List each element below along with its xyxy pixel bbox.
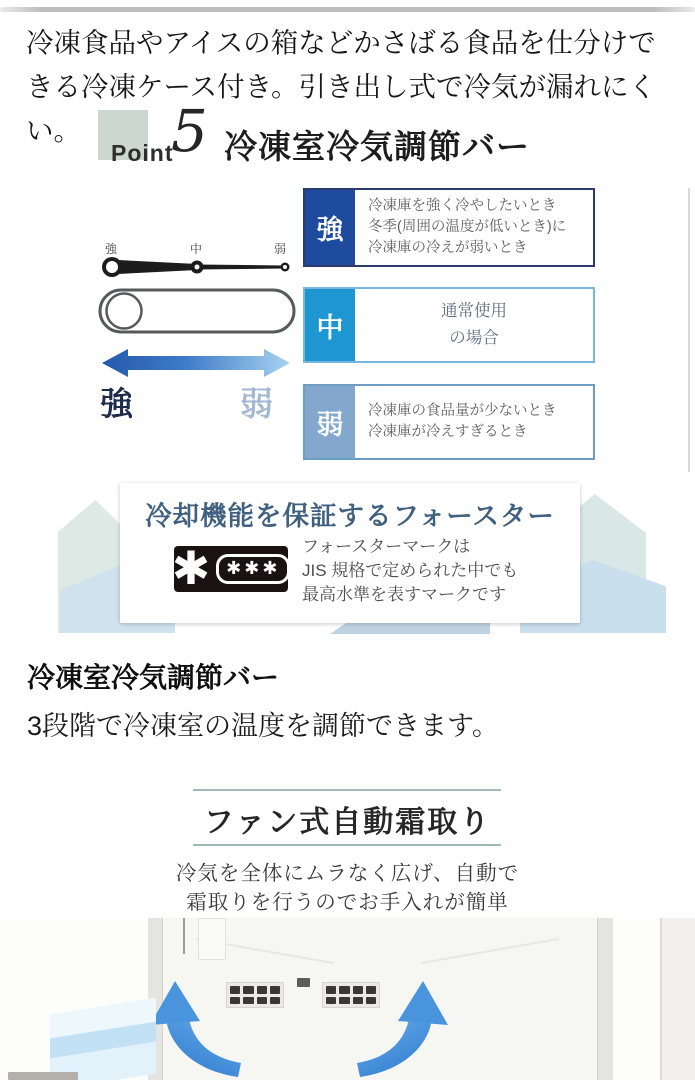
setting-badge-strong: 強	[305, 190, 355, 265]
desc-line: 最高水準を表すマークです	[302, 585, 506, 604]
point-title: 冷凍室冷気調節バー	[224, 128, 530, 165]
glass-shelf-reflection	[50, 984, 156, 1080]
rule-line	[193, 844, 501, 846]
point-number: 5	[171, 97, 208, 165]
setting-row-weak	[303, 384, 595, 460]
cold-air-slider-diagram	[98, 240, 298, 430]
scale-label-strong: 強	[105, 242, 118, 256]
four-star-mark-icon	[171, 540, 288, 595]
desc-line: 通常使用	[441, 302, 507, 320]
setting-desc-strong	[355, 190, 593, 265]
three-stars-icon: ✱✱✱	[216, 554, 290, 584]
four-star-title: 冷却機能を保証するフォースター	[145, 501, 555, 531]
rule-line	[193, 789, 501, 791]
desc-line: 冷凍庫の食品量が少ないとき	[368, 403, 557, 419]
weak-label: 弱	[240, 385, 273, 422]
sensor-panel	[198, 918, 226, 960]
sensor-wire	[183, 918, 185, 954]
desc-line: の場合	[449, 329, 499, 347]
setting-row-strong	[303, 188, 595, 267]
defrost-desc-line: 冷気を全体にムラなく広げ、自動で	[175, 862, 520, 885]
section-divider	[0, 7, 695, 12]
settings-table	[303, 188, 595, 461]
defrost-desc-line: 霜取りを行うのでお手入れが簡単	[186, 891, 509, 914]
star-icon: ✱	[171, 540, 211, 595]
desc-line: 冷凍庫が冷えすぎるとき	[368, 424, 528, 440]
intro-text: 冷凍食品やアイスの箱などかさばる食品を仕分けできる冷凍ケース付き。引き出し式で冷気が漏れにくい。	[26, 27, 657, 146]
strong-label: 強	[100, 385, 133, 422]
airflow-arrow-left	[138, 973, 258, 1080]
airflow-arrow-right	[340, 973, 460, 1080]
strength-gradient-arrow	[100, 346, 292, 380]
desc-line: 冷凍庫の冷えが弱いとき	[368, 240, 528, 256]
setting-badge-weak: 弱	[305, 386, 355, 458]
defrost-section	[0, 780, 695, 915]
setting-desc-medium	[355, 289, 593, 361]
desc-line: フォースターマークは	[302, 537, 471, 556]
vent-center-mark	[297, 978, 310, 987]
setting-row-medium	[303, 287, 595, 363]
door-edge-right	[660, 918, 695, 1080]
scale-label-medium: 中	[190, 242, 203, 256]
lever-indicator-graphic	[98, 253, 296, 281]
freezer-interior-photo	[0, 918, 695, 1080]
four-star-card	[120, 483, 580, 623]
four-star-description	[302, 535, 566, 607]
setting-badge-medium: 中	[305, 289, 355, 361]
freezer-frame-right	[597, 918, 613, 1080]
four-star-section	[0, 480, 695, 636]
floor-strip	[8, 1072, 78, 1080]
image-edge-line	[688, 188, 690, 472]
point-label: Point	[111, 140, 174, 166]
feature-text: 3段階で冷凍室の温度を調節できます。	[27, 711, 499, 741]
setting-desc-weak	[355, 386, 593, 458]
feature-heading: 冷凍室冷気調節バー	[27, 662, 280, 693]
desc-line: 冬季(周囲の温度が低いとき)に	[368, 219, 567, 235]
desc-line: 冷凍庫を強く冷やしたいとき	[368, 198, 557, 214]
slider-bar-graphic	[98, 286, 296, 336]
defrost-title: ファン式自動霜取り	[203, 806, 492, 839]
scale-label-weak: 弱	[274, 242, 287, 256]
desc-line: JIS 規格で定められた中でも	[302, 561, 519, 580]
